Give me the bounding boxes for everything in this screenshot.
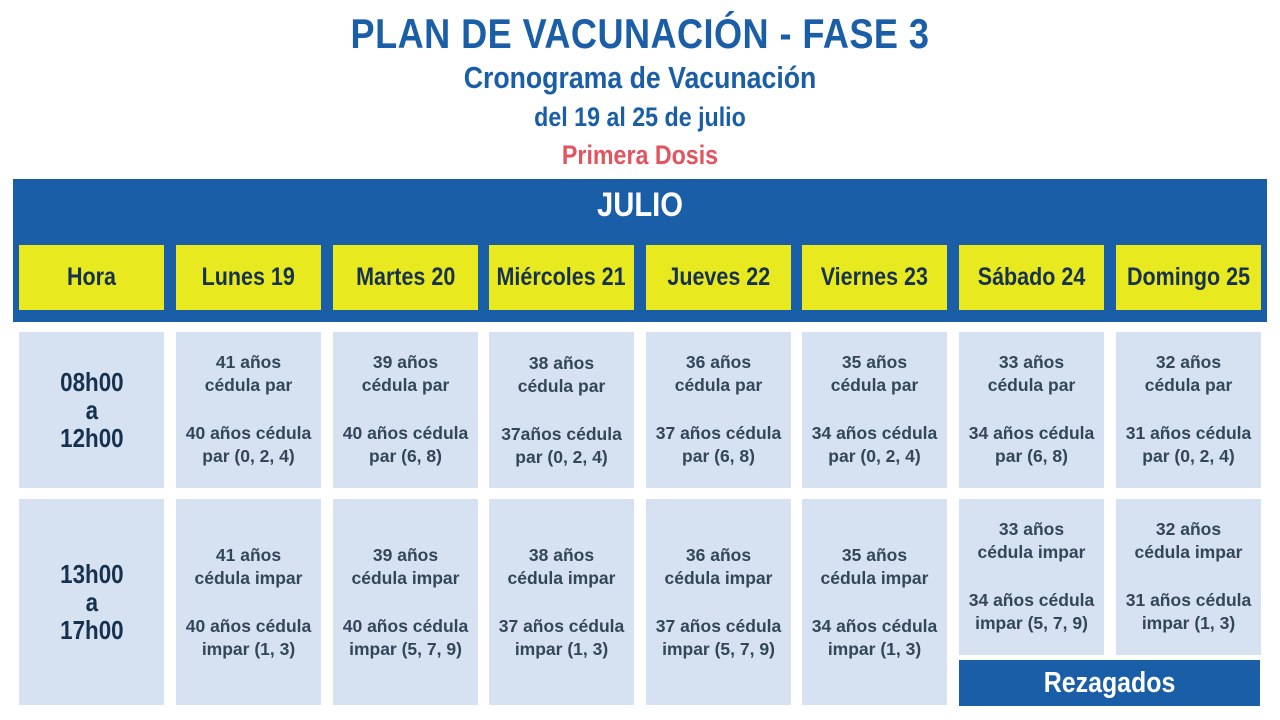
cell-age-line: 38 años <box>528 545 595 565</box>
cell-age-line: 39 años <box>372 545 439 565</box>
cell-id-line: cédula par <box>361 375 450 395</box>
hour-start: 13h00 <box>59 559 124 589</box>
schedule-cell-domingo-afternoon <box>1116 499 1261 655</box>
column-header-miercoles <box>489 245 634 310</box>
cell-id-line: cédula impar <box>194 568 303 588</box>
page-subtitle: Cronograma de Vacunación <box>463 60 817 95</box>
month-label: JULIO <box>596 186 684 224</box>
cell-id-line: cédula par <box>517 376 606 396</box>
schedule-cell-domingo-morning <box>1116 332 1261 488</box>
hour-cell-afternoon <box>19 499 164 705</box>
hour-start: 08h00 <box>59 367 124 397</box>
cell-id-line: cédula impar <box>977 542 1086 562</box>
cell-id-line: cédula impar <box>664 568 773 588</box>
hour-separator: a <box>85 395 98 425</box>
date-range: del 19 al 25 de julio <box>534 102 746 132</box>
cell-extra-digits: impar (5, 7, 9) <box>662 639 775 659</box>
cell-extra-digits: par (0, 2, 4) <box>202 446 295 466</box>
rezagados-label: Rezagados <box>1043 666 1176 699</box>
schedule-cell-viernes-morning <box>802 332 947 488</box>
cell-extra-digits: impar (1, 3) <box>827 639 922 659</box>
cell-id-line: cédula par <box>674 375 763 395</box>
cell-extra-line: 34 años cédula <box>968 590 1095 610</box>
cell-extra-digits: impar (1, 3) <box>1141 613 1236 633</box>
schedule-cell-lunes-morning <box>176 332 321 488</box>
column-header-label: Domingo 25 <box>1126 263 1251 291</box>
page-title: PLAN DE VACUNACIÓN - FASE 3 <box>350 10 930 57</box>
cell-extra-digits: par (6, 8) <box>995 446 1068 466</box>
cell-extra-digits: par (0, 2, 4) <box>828 446 921 466</box>
column-header-sabado <box>959 245 1104 310</box>
cell-extra-line: 34 años cédula <box>811 423 938 443</box>
cell-age-line: 32 años <box>1155 352 1222 372</box>
dose-label: Primera Dosis <box>561 140 719 170</box>
cell-extra-digits: par (0, 2, 4) <box>1142 446 1235 466</box>
column-header-jueves <box>646 245 791 310</box>
cell-id-line: cédula impar <box>1134 542 1243 562</box>
rezagados-banner <box>959 660 1260 706</box>
hour-cell-morning <box>19 332 164 488</box>
cell-extra-line: 37años cédula <box>501 424 622 444</box>
schedule-cell-miercoles-afternoon <box>489 499 634 705</box>
cell-extra-line: 40 años cédula <box>185 423 312 443</box>
column-header-label: Martes 20 <box>355 263 456 291</box>
schedule-cell-jueves-morning <box>646 332 791 488</box>
schedule-cell-martes-afternoon <box>333 499 478 705</box>
cell-id-line: cédula par <box>987 375 1076 395</box>
cell-extra-digits: par (6, 8) <box>369 446 442 466</box>
schedule-cell-lunes-afternoon <box>176 499 321 705</box>
cell-age-line: 36 años <box>685 352 752 372</box>
schedule-cell-sabado-morning <box>959 332 1104 488</box>
cell-age-line: 41 años <box>215 352 282 372</box>
cell-age-line: 35 años <box>841 545 908 565</box>
cell-age-line: 33 años <box>998 519 1065 539</box>
cell-id-line: cédula impar <box>351 568 460 588</box>
cell-extra-digits: impar (5, 7, 9) <box>349 639 462 659</box>
cell-id-line: cédula impar <box>820 568 929 588</box>
column-header-viernes <box>802 245 947 310</box>
cell-age-line: 36 años <box>685 545 752 565</box>
hour-end: 12h00 <box>59 423 124 453</box>
schedule-cell-jueves-afternoon <box>646 499 791 705</box>
cell-id-line: cédula par <box>830 375 919 395</box>
cell-extra-digits: impar (5, 7, 9) <box>975 613 1088 633</box>
cell-extra-line: 40 años cédula <box>185 616 312 636</box>
column-header-domingo <box>1116 245 1261 310</box>
cell-age-line: 32 años <box>1155 519 1222 539</box>
cell-extra-line: 31 años cédula <box>1125 590 1252 610</box>
column-header-hora <box>19 245 164 310</box>
cell-extra-line: 34 años cédula <box>811 616 938 636</box>
cell-id-line: cédula par <box>1144 375 1233 395</box>
column-header-label: Lunes 19 <box>201 263 296 291</box>
hour-separator: a <box>85 587 98 617</box>
schedule-cell-sabado-afternoon <box>959 499 1104 655</box>
schedule-cell-miercoles-morning <box>489 332 634 488</box>
column-header-martes <box>333 245 478 310</box>
hour-end: 17h00 <box>59 615 124 645</box>
cell-extra-digits: par (0, 2, 4) <box>515 447 608 467</box>
cell-extra-digits: impar (1, 3) <box>201 639 296 659</box>
column-header-lunes <box>176 245 321 310</box>
column-header-label: Miércoles 21 <box>496 263 627 291</box>
cell-age-line: 39 años <box>372 352 439 372</box>
cell-extra-line: 34 años cédula <box>968 423 1095 443</box>
cell-extra-digits: impar (1, 3) <box>514 639 609 659</box>
cell-age-line: 33 años <box>998 352 1065 372</box>
cell-id-line: cédula par <box>204 375 293 395</box>
cell-extra-line: 40 años cédula <box>342 616 469 636</box>
cell-extra-line: 31 años cédula <box>1125 423 1252 443</box>
cell-extra-line: 40 años cédula <box>342 423 469 443</box>
column-header-label: Jueves 22 <box>667 263 770 291</box>
cell-extra-digits: par (6, 8) <box>682 446 755 466</box>
cell-id-line: cédula impar <box>507 568 616 588</box>
schedule-cell-martes-morning <box>333 332 478 488</box>
cell-extra-line: 37 años cédula <box>498 616 625 636</box>
column-header-label: Sábado 24 <box>977 263 1086 291</box>
cell-extra-line: 37 años cédula <box>655 616 782 636</box>
schedule-cell-viernes-afternoon <box>802 499 947 705</box>
cell-age-line: 35 años <box>841 352 908 372</box>
cell-age-line: 38 años <box>528 353 595 373</box>
column-header-label: Hora <box>67 263 116 291</box>
column-header-label: Viernes 23 <box>820 263 929 291</box>
cell-extra-line: 37 años cédula <box>655 423 782 443</box>
cell-age-line: 41 años <box>215 545 282 565</box>
